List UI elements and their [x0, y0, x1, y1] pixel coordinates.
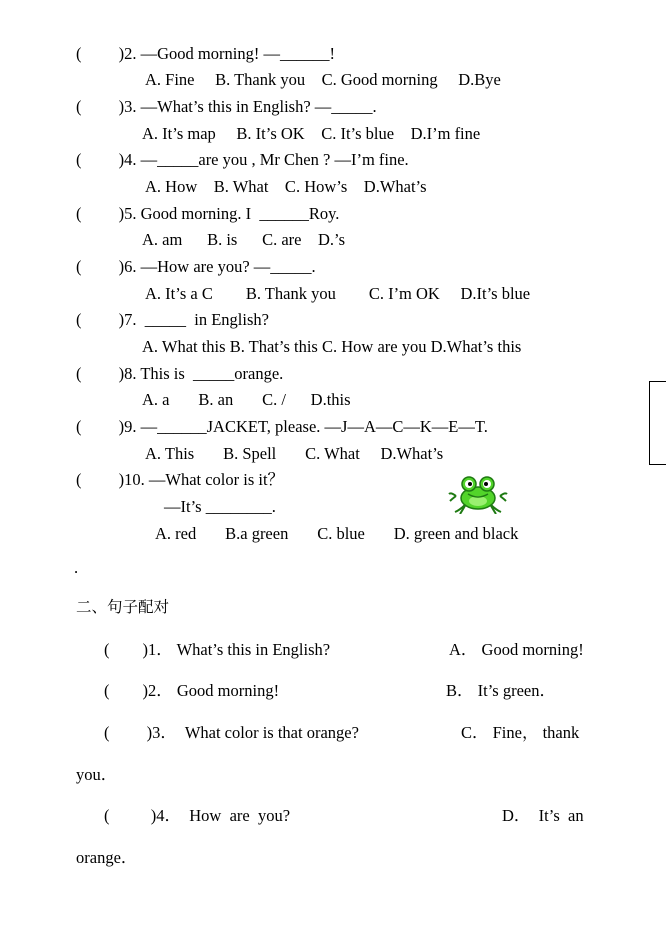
- question-2-options: A. Fine B. Thank you C. Good morning D.Bye: [145, 70, 501, 89]
- question-7-options: A. What this B. That’s this C. How are you D.What’s this: [142, 337, 522, 356]
- page-edge-box: [649, 381, 666, 465]
- question-10-stem: ( )10. —What color is it？: [76, 470, 285, 489]
- match-4-answer-continued: orange．: [76, 848, 138, 867]
- question-6-stem: ( )6. —How are you? —_____.: [76, 257, 316, 276]
- match-2-answer: B． It’s green．: [446, 681, 556, 700]
- match-2-question: ( )2． Good morning!: [104, 681, 280, 700]
- section-2-title: 二、句子配对: [76, 598, 170, 616]
- question-3-stem: ( )3. —What’s this in English? —_____.: [76, 97, 377, 116]
- frog-icon: [448, 472, 508, 514]
- question-4-stem: ( )4. —_____are you , Mr Chen ? —I’m fine.: [76, 150, 409, 169]
- match-1-question: ( )1． What’s this in English?: [104, 640, 331, 659]
- match-4-question: ( )4． How are you?: [104, 806, 291, 825]
- question-3-options: A. It’s map B. It’s OK C. It’s blue D.I’m fine: [142, 124, 481, 143]
- match-3-question: ( )3． What color is that orange?: [104, 723, 359, 742]
- question-5-stem: ( )5. Good morning. I ______Roy.: [76, 204, 340, 223]
- question-2-stem: ( )2. —Good morning! —______!: [76, 44, 335, 63]
- question-6-options: A. It’s a C B. Thank you C. I’m OK D.It’s blue: [145, 284, 531, 303]
- question-10-stem-line2: —It’s ________.: [164, 497, 276, 516]
- question-8-stem: ( )8. This is _____orange.: [76, 364, 284, 383]
- stray-dot: .: [74, 558, 79, 577]
- match-1-answer: A． Good morning!: [449, 640, 584, 659]
- match-4-answer: D． It’s an: [502, 806, 584, 825]
- question-9-stem: ( )9. —______JACKET, please. —J—A—C—K—E—T.: [76, 417, 488, 436]
- question-5-options: A. am B. is C. are D.’s: [142, 230, 346, 249]
- question-10-options: A. red B.a green C. blue D. green and black: [155, 524, 519, 543]
- question-9-options: A. This B. Spell C. What D.What’s: [145, 444, 444, 463]
- match-3-answer-continued: you．: [76, 765, 118, 784]
- question-8-options: A. a B. an C. / D.this: [142, 390, 351, 409]
- question-4-options: A. How B. What C. How’s D.What’s: [145, 177, 427, 196]
- question-7-stem: ( )7. _____ in English?: [76, 310, 269, 329]
- match-3-answer: C． Fine， thank: [461, 723, 580, 742]
